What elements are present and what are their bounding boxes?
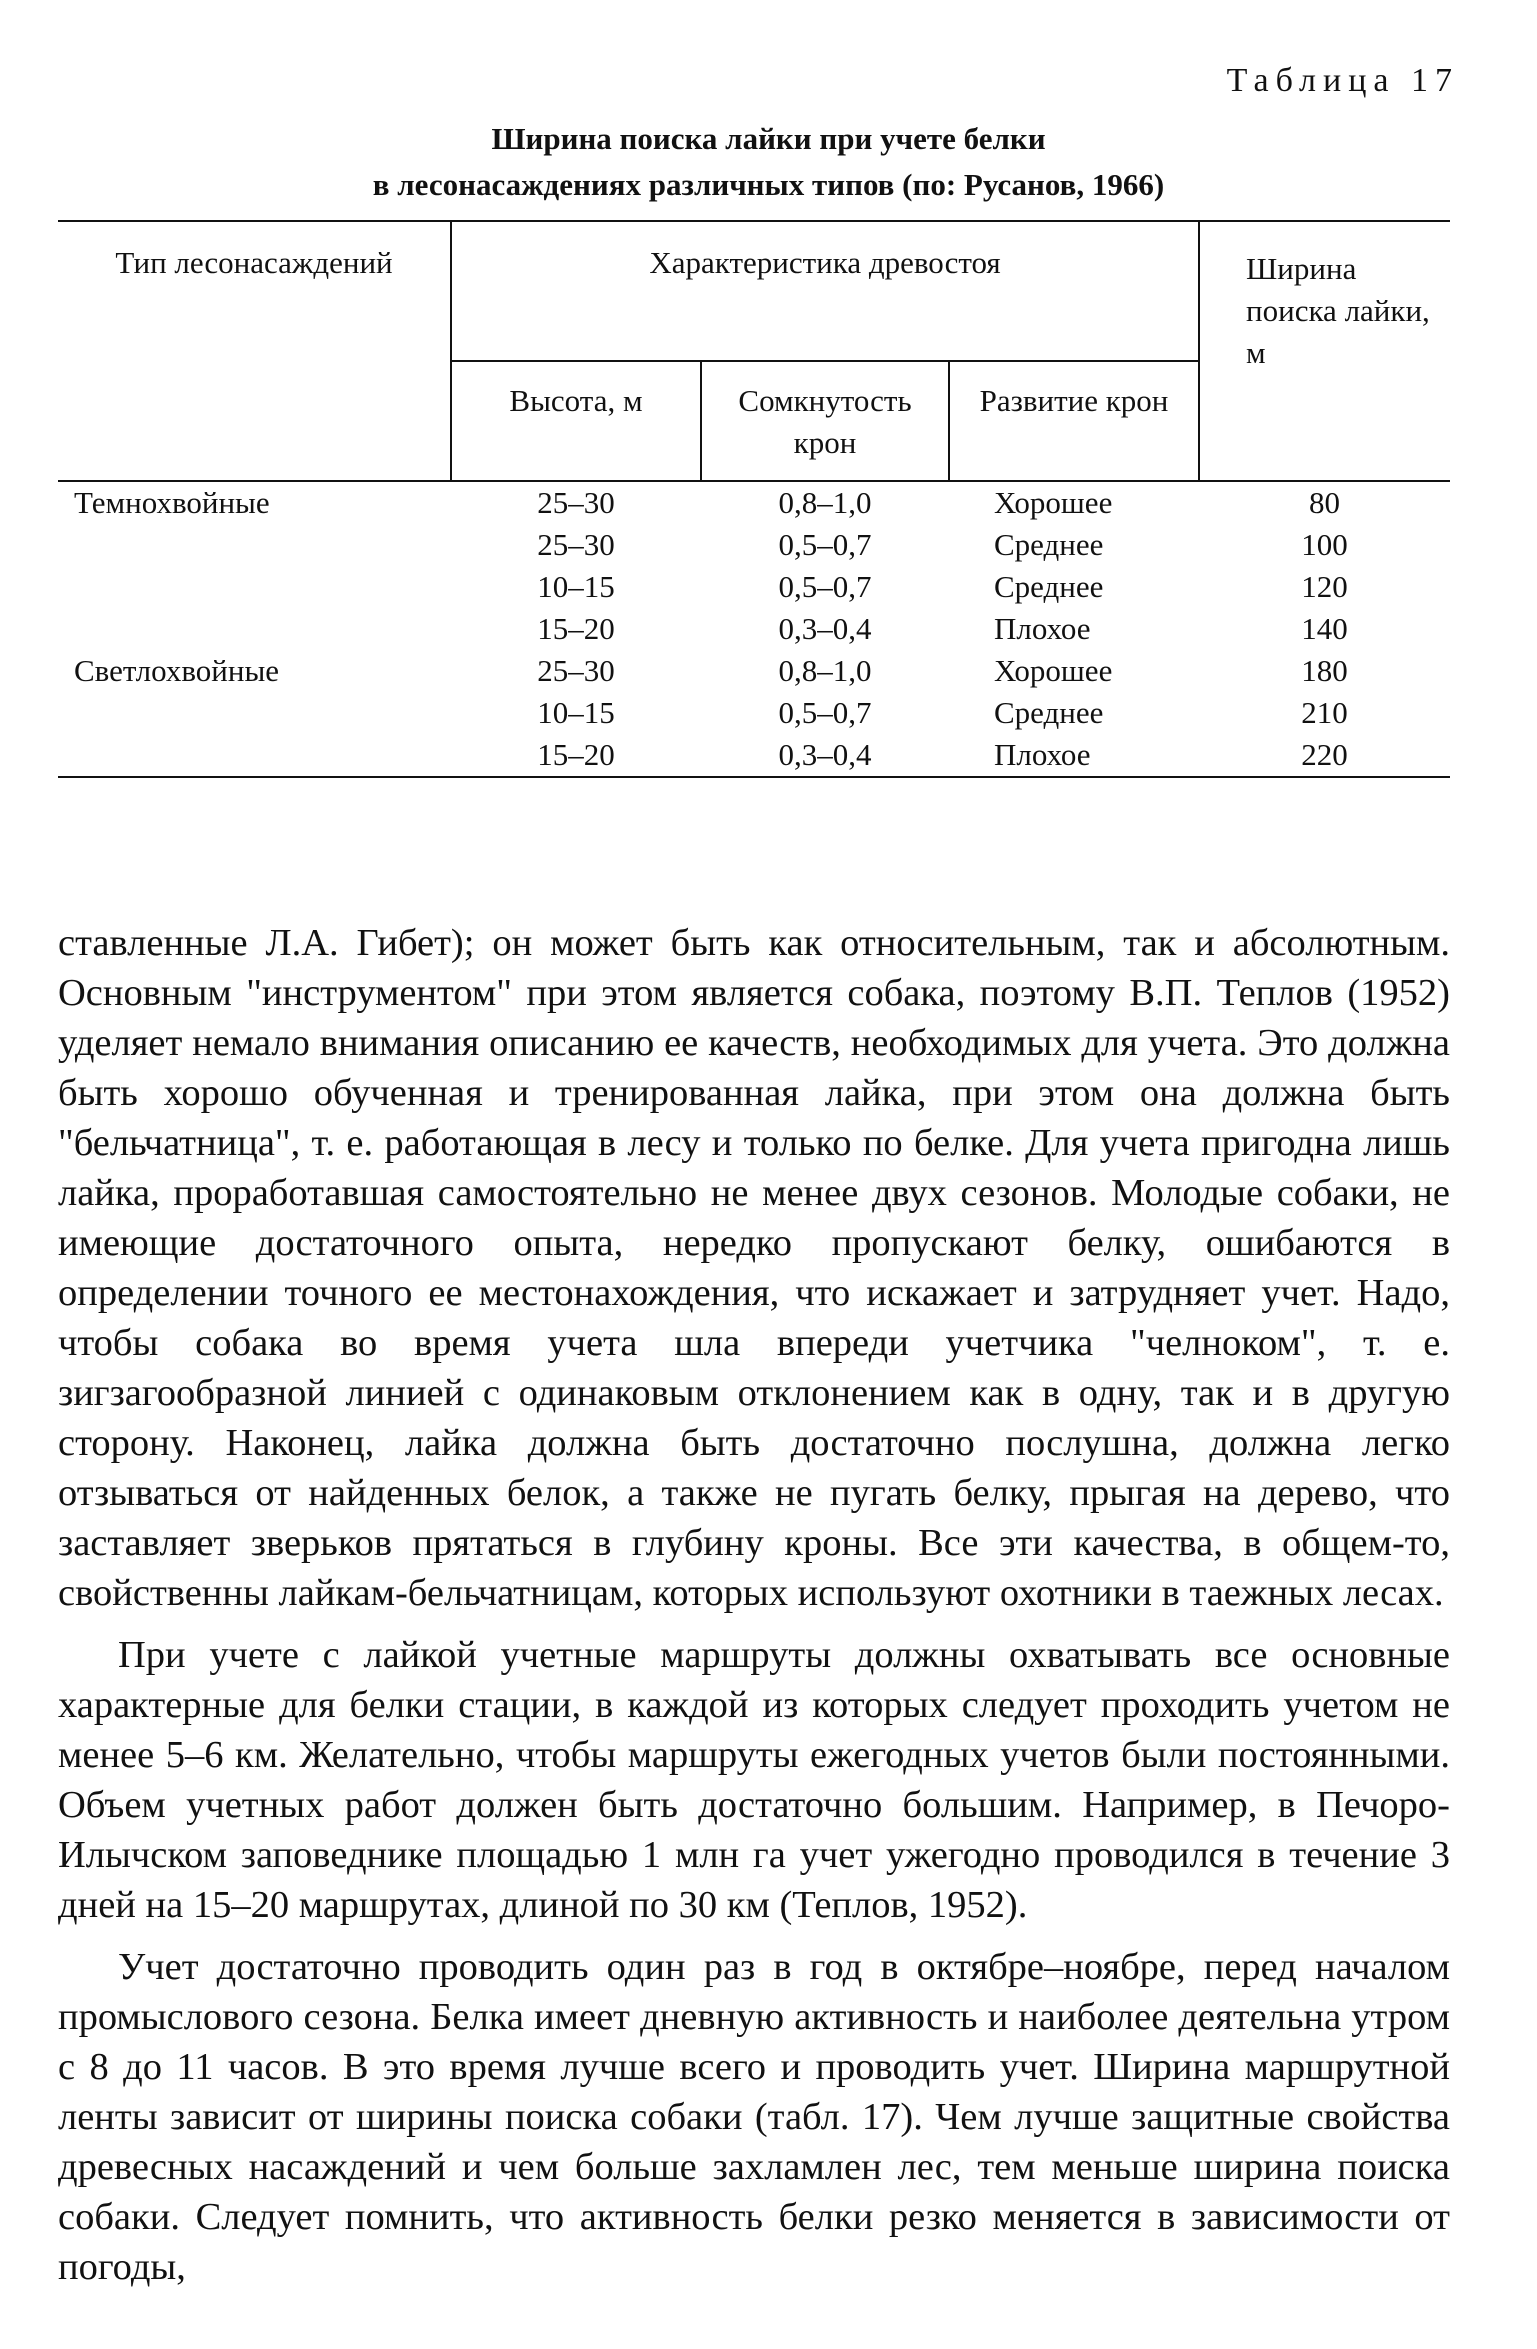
table-row (58, 608, 1450, 650)
cell-height: 15–20 (537, 611, 615, 646)
cell-height: 25–30 (537, 485, 615, 520)
header-search-width: Ширина поиска лайки, м (1199, 221, 1450, 481)
table-bottom-rule (58, 776, 1450, 778)
cell-canopy-closure: 0,8–1,0 (778, 485, 872, 520)
cell-crown-development: Плохое (994, 611, 1091, 646)
table-number: Таблица 17 (1226, 62, 1459, 99)
caption-line-1: Ширина поиска лайки при учете белки (491, 121, 1046, 156)
table-row (58, 566, 1450, 608)
cell-height: 25–30 (537, 527, 615, 562)
cell-search-width: 120 (1301, 569, 1348, 604)
paragraph-1: ставленные Л.А. Гибет); он может быть как относительным, так и абсолютным. Основным "инструментом" при этом является собака, поэтому В.П. Теплов (1952) уделяет немало внимания описанию ее качеств, необходимых для учета. Это должна быть хорошо обученная и тренированная лайка, при этом она должна быть "бельчатница", т. е. работающая в лесу и только по белке. Для учета пригодна лишь лайка, проработавшая самостоятельно не менее двух сезонов. Молодые собаки, не имеющие достаточного опыта, нередко пропускают белку, ошибаются в определении точного ее местонахождения, что искажает и затрудняет учет. Надо, чтобы собака во время учета шла впереди учетчика "челноком", т. е. зигзагообразной линией с одинаковым отклонением как в одну, так и в другую сторону. Наконец, лайка должна быть достаточно послушна, должна легко отзываться от найденных белок, а также не пугать белку, прыгая на дерево, что заставляет зверьков прятаться в глубину кроны. Все эти качества, в общем-то, свойственны лайкам-бельчатницам, которых используют охотники в таежных лесах. (58, 922, 1450, 1614)
cell-canopy-closure: 0,8–1,0 (778, 653, 872, 688)
cell-crown-development: Среднее (994, 569, 1104, 604)
cell-canopy-closure: 0,3–0,4 (778, 611, 872, 646)
cell-canopy-closure: 0,5–0,7 (778, 527, 872, 562)
header-height: Высота, м (451, 361, 701, 481)
body-text (58, 918, 1450, 2292)
cell-search-width: 80 (1309, 485, 1341, 520)
paragraph-2: При учете с лайкой учетные маршруты должны охватывать все основные характерные для белки стации, в каждой из которых следует проходить учетом не менее 5–6 км. Желательно, чтобы маршруты ежегодных учетов были постоянными. Объем учетных работ должен быть достаточно большим. Например, в Печоро-Илычском заповеднике площадью 1 млн га учет ужегодно проводился в течение 3 дней на 15–20 маршрутах, длиной по 30 км (Теплов, 1952). (58, 1634, 1450, 1926)
cell-crown-development: Хорошее (994, 485, 1113, 520)
paragraph-3: Учет достаточно проводить один раз в год в октябре–ноябре, перед началом промыслового сезона. Белка имеет дневную активность и наиболее деятельна утром с 8 до 11 часов. В это время лучше всего и проводить учет. Ширина маршрутной ленты зависит от ширины поиска собаки (табл. 17). Чем лучше защитные свойства древесных насаждений и чем больше захламлен лес, тем меньше ширина поиска собаки. Следует помнить, что активность белки резко меняется в зависимости от погоды, (58, 1946, 1450, 2288)
cell-search-width: 100 (1301, 527, 1348, 562)
search-width-table (58, 220, 1450, 778)
cell-crown-development: Хорошее (994, 653, 1113, 688)
cell-crown-development: Среднее (994, 695, 1104, 730)
cell-search-width: 180 (1301, 653, 1348, 688)
cell-height: 25–30 (537, 653, 615, 688)
cell-crown-development: Среднее (994, 527, 1104, 562)
cell-crown-development: Плохое (994, 737, 1091, 772)
cell-forest-type: Светлохвойные (74, 653, 280, 688)
cell-height: 10–15 (537, 569, 615, 604)
header-stand-characteristics: Характеристика древостоя (451, 221, 1199, 361)
data-table (58, 220, 1450, 776)
cell-canopy-closure: 0,5–0,7 (778, 695, 872, 730)
table-caption (0, 116, 1537, 208)
table-row (58, 734, 1450, 776)
table-row (58, 650, 1450, 692)
cell-height: 10–15 (537, 695, 615, 730)
cell-height: 15–20 (537, 737, 615, 772)
table-row (58, 481, 1450, 524)
cell-search-width: 140 (1301, 611, 1348, 646)
header-crown-development: Развитие крон (949, 361, 1199, 481)
header-forest-type: Тип лесонасаждений (58, 221, 451, 481)
caption-line-2: в лесонасаждениях различных типов (по: Русанов, 1966) (372, 167, 1165, 202)
cell-search-width: 210 (1301, 695, 1348, 730)
header-row-top (58, 221, 1450, 361)
cell-canopy-closure: 0,5–0,7 (778, 569, 872, 604)
cell-canopy-closure: 0,3–0,4 (778, 737, 872, 772)
table-row (58, 524, 1450, 566)
cell-search-width: 220 (1301, 737, 1348, 772)
cell-forest-type: Темнохвойные (74, 485, 270, 520)
header-canopy-closure: Сомкнутость крон (701, 361, 949, 481)
table-row (58, 692, 1450, 734)
